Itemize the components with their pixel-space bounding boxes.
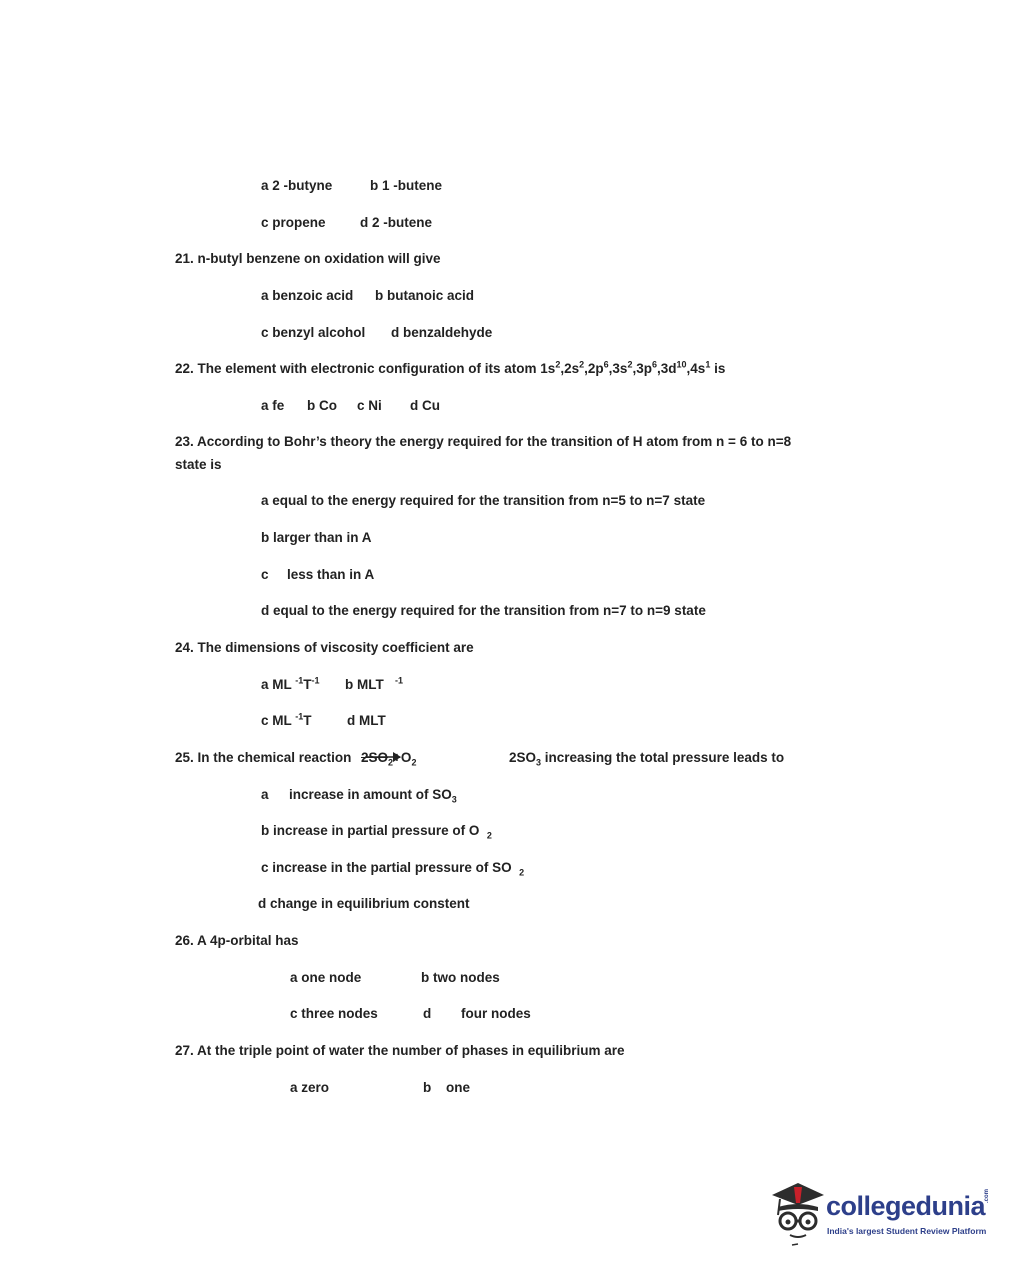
config-sup: 10 — [676, 359, 687, 370]
config-orbital: ,3s — [608, 361, 628, 376]
q21-option-b: b butanoic acid — [375, 288, 475, 303]
q24-option-a-sup: -1 — [295, 675, 304, 686]
q20-option-a: a 2 -butyne — [261, 178, 333, 193]
q27-option-b: one — [446, 1080, 471, 1095]
q25-option-b — [261, 822, 492, 840]
q26-option-b: b two nodes — [421, 970, 500, 985]
config-sup: 1 — [705, 359, 711, 370]
q25-option-b-text: b increase in partial pressure of O — [261, 823, 480, 838]
q26-option-d: four nodes — [461, 1006, 531, 1021]
q25-reactant-2: O — [400, 750, 412, 765]
config-suffix: is — [710, 361, 726, 376]
logo-dotcom: .com — [984, 1188, 990, 1203]
q20-option-c: c propene — [261, 215, 326, 230]
q25-product-sub: 3 — [536, 757, 542, 768]
q25-option-c — [261, 859, 524, 877]
q25-reactant-1: 2SO — [361, 750, 389, 765]
logo-brand-name: collegedunia — [826, 1191, 986, 1221]
q20-option-d: d 2 -butene — [360, 215, 433, 230]
q23-option-d: d equal to the energy required for the transition from n=7 to n=9 state — [261, 603, 706, 618]
q22-option-c: c Ni — [357, 398, 382, 413]
q26-option-d-letter: d — [423, 1006, 432, 1021]
q21-option-c: c benzyl alcohol — [261, 325, 366, 340]
collegedunia-logo — [768, 1177, 993, 1252]
q21-option-d: d benzaldehyde — [391, 325, 493, 340]
q22-option-a: a fe — [261, 398, 285, 413]
q23-question-line-2: state is — [175, 457, 222, 472]
mascot-graduate-icon — [768, 1177, 826, 1249]
q25-question-prefix: 25. In the chemical reaction — [175, 750, 352, 765]
q25-question-product — [509, 749, 784, 767]
equilibrium-arrow-icon — [365, 751, 403, 763]
q21-question: 21. n-butyl benzene on oxidation will give — [175, 251, 441, 266]
config-sup: 6 — [651, 359, 657, 370]
q22-question — [175, 360, 725, 378]
q25-question-suffix: increasing the total pressure leads to — [541, 750, 785, 765]
logo-tagline: India's largest Student Review Platform — [827, 1226, 987, 1236]
q24-question: 24. The dimensions of viscosity coefficient are — [175, 640, 474, 655]
q27-question: 27. At the triple point of water the number of phases in equilibrium are — [175, 1043, 625, 1058]
config-sup: 2 — [627, 359, 633, 370]
q23-option-a: a equal to the energy required for the transition from n=5 to n=7 state — [261, 493, 706, 508]
q25-product: 2SO — [509, 750, 537, 765]
q22-question-prefix: 22. The element with electronic configuration of its atom 1s — [175, 361, 556, 376]
q25-option-c-sub: 2 — [519, 867, 525, 878]
q24-option-c-sup: -1 — [295, 711, 304, 722]
q25-option-a — [289, 786, 457, 804]
q25-option-c-text: c increase in the partial pressure of SO — [261, 860, 512, 875]
q24-option-c-t: T — [303, 713, 312, 728]
q23-option-c-letter: c — [261, 567, 269, 582]
config-orbital: ,4s — [686, 361, 706, 376]
q25-option-a-text: increase in amount of SO — [289, 787, 452, 802]
q25-option-a-letter: a — [261, 787, 269, 802]
q24-option-a-text: a ML — [261, 677, 292, 692]
q24-option-b-sup: -1 — [395, 675, 404, 686]
q21-option-a: a benzoic acid — [261, 288, 354, 303]
q26-option-a: a one node — [290, 970, 362, 985]
q25-option-a-sub: 3 — [451, 794, 457, 805]
config-orbital: ,2p — [584, 361, 604, 376]
q23-question-line-1: 23. According to Bohr’s theory the energy required for the transition of H atom from n = 6 to n=8 — [175, 434, 792, 449]
q26-question: 26. A 4p-orbital has — [175, 933, 299, 948]
config-sup: 2 — [579, 359, 585, 370]
q25-option-b-sub: 2 — [486, 830, 492, 841]
config-orbital: ,2s — [560, 361, 580, 376]
q24-option-b — [345, 676, 403, 694]
q24-option-b-text: b MLT — [345, 677, 384, 692]
q24-option-a-t: T — [303, 677, 312, 692]
config-orbital: ,3d — [657, 361, 677, 376]
config-sup: 2 — [555, 359, 561, 370]
config-orbital: ,3p — [632, 361, 652, 376]
q26-option-c: c three nodes — [290, 1006, 378, 1021]
q27-option-a: a zero — [290, 1080, 330, 1095]
q23-option-b: b larger than in A — [261, 530, 372, 545]
q24-option-a-t-sup: -1 — [311, 675, 320, 686]
q27-option-b-letter: b — [423, 1080, 432, 1095]
config-sup: 6 — [603, 359, 609, 370]
q20-option-b: b 1 -butene — [370, 178, 443, 193]
q22-option-d: d Cu — [410, 398, 440, 413]
q24-option-d: d MLT — [347, 713, 386, 728]
q24-option-a — [261, 676, 320, 694]
q25-option-d: d change in equilibrium constent — [258, 896, 470, 911]
q25-reactant-1-sub: 2 — [388, 757, 394, 768]
q24-option-c-text: c ML — [261, 713, 292, 728]
q24-option-c — [261, 712, 312, 730]
q22-option-b: b Co — [307, 398, 337, 413]
q25-reactant-2-sub: 2 — [411, 757, 417, 768]
q23-option-c: less than in A — [287, 567, 375, 582]
